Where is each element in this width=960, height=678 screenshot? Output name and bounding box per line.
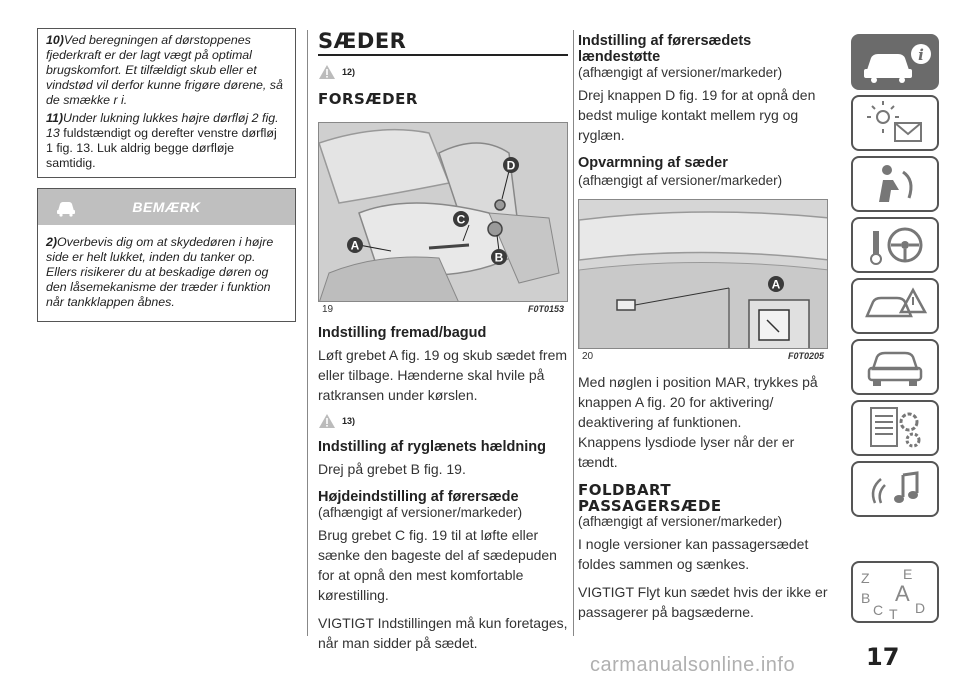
text-forward-back: Løft grebet A fig. 19 og skub sædet frem eller tilbage. Hænderne skal hvile på ratkransen under kørslen.	[318, 347, 568, 403]
letter-t: T	[889, 606, 898, 621]
heading-height: Højdeindstilling af førersæde	[318, 489, 519, 505]
text-heating-1: Med nøglen i position MAR, trykkes på knappen A fig. 20 for aktivering/ deaktivering af funktionen.	[578, 374, 818, 430]
car-hazard-icon	[853, 280, 937, 332]
folding-subtitle: (afhængigt af versioner/markeder)	[578, 514, 783, 529]
column-divider-2	[573, 30, 574, 636]
seats-column	[318, 30, 568, 653]
column-divider-1	[307, 30, 308, 636]
bemaerk-box	[37, 188, 296, 322]
figure-19	[318, 122, 568, 302]
front-seats-title: FORSÆDER	[318, 90, 418, 108]
text-important: VIGTIGT Indstillingen må kun foretages, når man sidder på sædet.	[318, 615, 568, 651]
text-folding-important: VIGTIGT Flyt kun sædet hvis der ikke er passagerer på bagsæderne.	[578, 584, 828, 620]
text-lumbar: Drej knappen D fig. 19 for at opnå den bedst mulige kontakt mellem ryg og ryglæn.	[578, 87, 816, 143]
tab-maintenance[interactable]	[851, 339, 939, 395]
height-subtitle: (afhængigt af versioner/markeder)	[318, 505, 523, 520]
heating-subtitle: (afhængigt af versioner/markeder)	[578, 173, 783, 188]
warning-triangle-icon	[318, 64, 336, 80]
tab-safety[interactable]	[851, 156, 939, 212]
letter-d: D	[915, 600, 926, 616]
heading-heating: Opvarmning af sæder	[578, 155, 728, 171]
passenger-airbag-icon	[853, 158, 937, 210]
tab-emergency[interactable]	[851, 278, 939, 334]
page-number: 17	[866, 643, 900, 671]
tab-starting-driving[interactable]	[851, 217, 939, 273]
letter-e: E	[903, 566, 913, 582]
letter-b: B	[861, 590, 871, 606]
warning-triangle-icon	[318, 413, 336, 429]
figure-20	[578, 199, 828, 349]
note-11: 11)Under lukning lukkes højre dørfløj 2 fig. 13 fuldstændigt og derefter venstre dørfløj 1 fig. 13. Luk aldrig begge dørfløje samtidig.	[46, 111, 279, 170]
seat-illustration	[319, 123, 568, 302]
lumbar-subtitle: (afhængigt af versioner/markeder)	[578, 65, 783, 80]
figure-20-caption: 20 F0T0205	[582, 351, 824, 362]
warning-ref-13: 13)	[318, 413, 568, 429]
tab-technical-data[interactable]	[851, 400, 939, 456]
figure-19-caption: 19 F0T0153	[322, 304, 564, 315]
car-info-icon	[853, 36, 937, 88]
bemaerk-body: 2)Overbevis dig om at skydedøren i højre side er helt lukket, inden du tanker op. Ellers risikerer du at beskadige døren og den låsemekanisme der træder i funktion når tankklappen åbnes.	[46, 235, 274, 309]
bemaerk-title: BEMÆRK	[132, 199, 201, 215]
svg-text:i: i	[918, 46, 924, 64]
key-steering-icon	[853, 219, 937, 271]
letter-c: C	[873, 602, 884, 618]
light-envelope-icon	[853, 97, 937, 149]
checklist-gear-icon	[853, 402, 937, 454]
heating-button-illustration	[579, 200, 828, 349]
label-a: A	[350, 238, 360, 253]
heading-forward-back: Indstilling fremad/bagud	[318, 325, 487, 341]
text-heating-2: Knappens lysdiode lyser når der er tændt.	[578, 434, 795, 470]
text-height: Brug grebet C fig. 19 til at løfte eller sænke den bageste del af sædepuden for at opnå den mest komfortable kørestilling.	[318, 527, 557, 603]
section-rule	[318, 54, 568, 56]
heading-folding-seat: FOLDBART PASSAGERSÆDE	[578, 481, 722, 515]
signal-music-icon	[853, 463, 937, 515]
car-front-icon	[853, 341, 937, 393]
tab-multimedia[interactable]	[851, 461, 939, 517]
notes-box	[37, 28, 296, 178]
note-10: 10)Ved beregningen af dørstoppenes fjederkraft er der lagt vægt på optimal brugskomfort. Et tilfældigt skub eller et vindstød vil derfor kunne frigøre dørene, så de smække r i.	[46, 33, 283, 107]
heading-lumbar: Indstilling af førersædets lændestøtte	[578, 33, 752, 65]
label-c: C	[456, 212, 466, 227]
label-d: D	[506, 158, 516, 173]
bemaerk-header	[38, 189, 295, 225]
label-b: B	[494, 250, 504, 265]
letter-z: Z	[861, 570, 870, 586]
lumbar-column	[578, 33, 828, 622]
tab-index[interactable]	[851, 561, 939, 623]
section-title: SÆDER	[318, 29, 407, 53]
alphabet-index-icon	[853, 563, 937, 621]
warning-ref-12: 12)	[318, 64, 568, 80]
watermark: carmanualsonline.info	[590, 654, 796, 676]
heading-backrest: Indstilling af ryglænets hældning	[318, 439, 546, 455]
label-a: A	[771, 277, 781, 292]
tab-car-info[interactable]	[851, 34, 939, 90]
tab-lights-warnings[interactable]	[851, 95, 939, 151]
letter-a: A	[895, 581, 910, 606]
text-backrest: Drej på grebet B fig. 19.	[318, 461, 466, 477]
text-folding: I nogle versioner kan passagersædet foldes sammen og sænkes.	[578, 536, 809, 572]
